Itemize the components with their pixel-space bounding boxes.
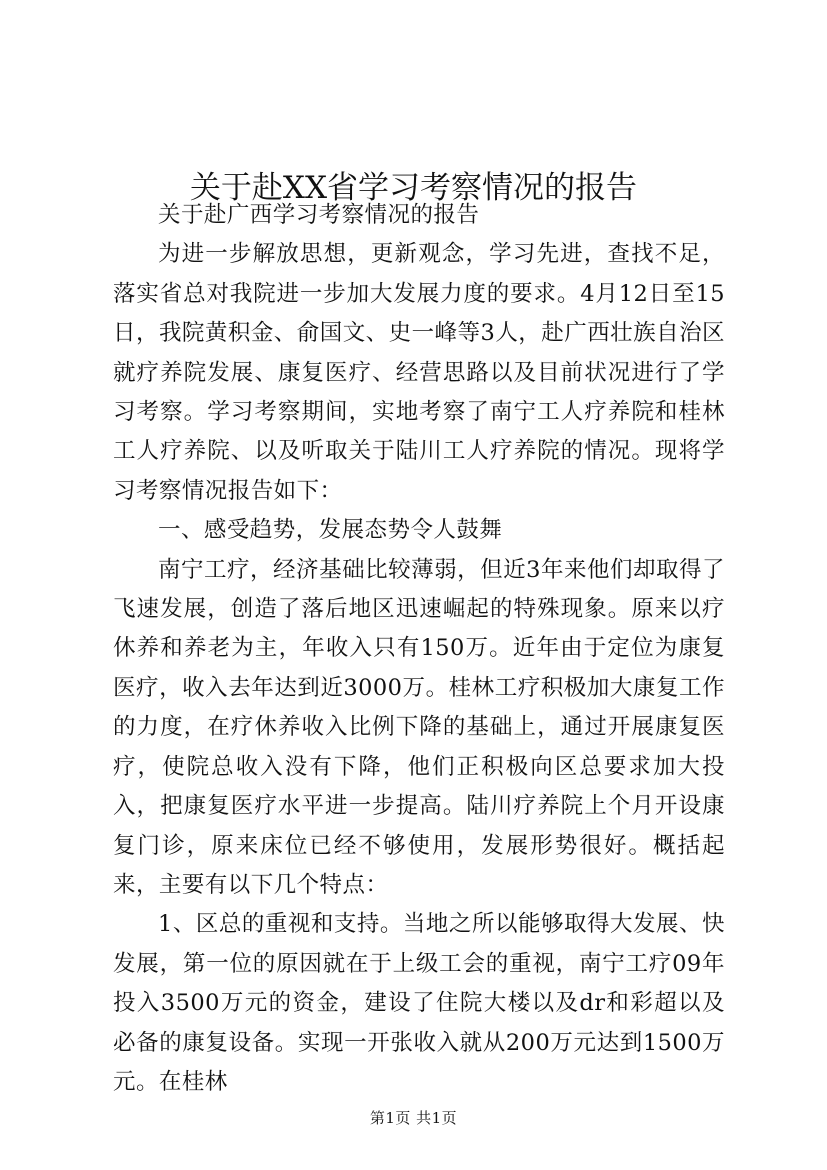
document-title: 关于赴XX省学习考察情况的报告	[189, 169, 638, 206]
intro-paragraph: 为进一步解放思想，更新观念，学习先进，查找不足，落实省总对我院进一步加大发展力度的要求。4月12日至15日，我院黄积金、俞国文、史一峰等3人，赴广西壮族自治区就疗养院发展、康复医疗、经营思路以及目前状况进行了学习考察。学习考察期间，实地考察了南宁工人疗养院和桂林工人疗养院、以及听取关于陆川工人疗养院的情况。现将学习考察情况报告如下：	[113, 241, 725, 504]
body-paragraph: 1、区总的重视和支持。当地之所以能够取得大发展、快发展，第一位的原因就在于上级工会的重视，南宁工疗09年投入3500万元的资金，建设了住院大楼以及dr和彩超以及必备的康复设备。实现一开张收入就从200万元达到1500万元。在桂林	[113, 911, 725, 1095]
section-heading: 一、感受趋势，发展态势令人鼓舞	[158, 517, 503, 544]
body-paragraph: 南宁工疗，经济基础比较薄弱，但近3年来他们却取得了飞速发展，创造了落后地区迅速崛起的特殊现象。原来以疗休养和养老为主，年收入只有150万。近年由于定位为康复医疗，收入去年达到近3000万。桂林工疗积极加大康复工作的力度，在疗休养收入比例下降的基础上，通过开展康复医疗，使院总收入没有下降，他们正积极向区总要求加大投入，把康复医疗水平进一步提高。陆川疗养院上个月开设康复门诊，原来床位已经不够使用，发展形势很好。概括起来，主要有以下几个特点：	[113, 556, 725, 898]
page-footer: 第1页 共1页	[369, 1109, 458, 1127]
document-body	[113, 196, 725, 1102]
subtitle-paragraph: 关于赴广西学习考察情况的报告	[158, 202, 480, 228]
